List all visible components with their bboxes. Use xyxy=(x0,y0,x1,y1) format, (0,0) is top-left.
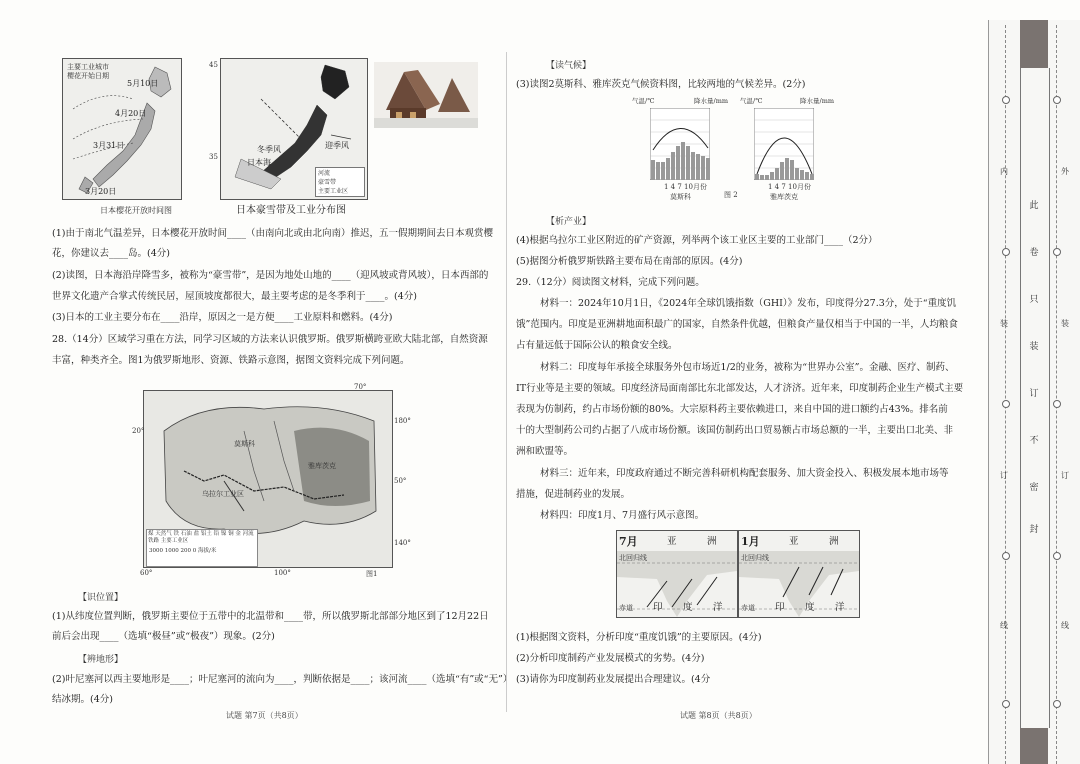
y-axis-label: 气温/℃ xyxy=(740,97,763,105)
legend-item: 盐 xyxy=(193,531,200,537)
legend-item: 河流 xyxy=(242,531,254,537)
material-3: 材料三：近年来，印度政府通过不断完善科研机构配套服务、加大资金投入、积极发展本地市场等 xyxy=(540,468,949,479)
material-4: 材料四：印度1月、7月盛行风示意图。 xyxy=(540,510,705,521)
lat-label: 50° xyxy=(394,477,407,485)
material-2-cont: 十的大型制药公司约占据了八成市场份额。该国仿制药出口贸易额占市场总额的一半，主要出口北美、非 xyxy=(516,425,954,436)
scale-values: 3000 1000 200 0 xyxy=(149,548,197,554)
climate-chart-moscow xyxy=(630,96,730,200)
question-1: (1)由于南北气温差异，日本樱花开放时间____（由南向北或由北向南）推迟，五一假期期间去日本观赏樱 xyxy=(52,228,493,239)
snow-belt-map xyxy=(209,58,368,200)
city-label: 莫斯科 xyxy=(234,440,255,448)
city-name: 莫斯科 xyxy=(670,193,691,201)
date-label: 3月31日 xyxy=(93,141,125,150)
legend-item: 河流 xyxy=(318,170,331,177)
binding-hole-icon xyxy=(1053,248,1061,256)
ocean-label: 度 xyxy=(683,602,693,613)
region-label: 亚 xyxy=(789,536,799,547)
x-axis-months: 1 4 7 10月份 xyxy=(768,183,811,191)
material-2-cont: IT行业等是主要的领域。印度经济局面南部比东北部发达，人才济济。近年来，印度制药企业生产模式主要 xyxy=(516,383,964,394)
question-5: (5)据图分析俄罗斯铁路主要布局在南部的原因。(4分) xyxy=(516,256,743,267)
binding-line xyxy=(1005,25,1006,764)
page-footer: 试题 第8页（共8页） xyxy=(680,711,757,720)
legend-item: 主要工业区 xyxy=(160,538,189,544)
binding-hole-icon xyxy=(1002,248,1010,256)
tropic-label: 北回归线 xyxy=(619,554,647,562)
legend-item: 主要工业城市 xyxy=(67,63,109,71)
question-28-cont: 丰富，种类齐全。图1为俄罗斯地形、资源、铁路示意图，据图文资料完成下列问题。 xyxy=(52,355,410,366)
binding-block-top xyxy=(1020,20,1048,68)
binding-mark: 外 xyxy=(1061,167,1069,176)
month-label: 7月 xyxy=(619,535,638,548)
map-label: 日本海 xyxy=(247,158,271,167)
question-28: 28.（14分）区域学习重在方法，同学习区域的方法来认识俄罗斯。俄罗斯横跨亚欧大陆北部，自然资源 xyxy=(52,334,488,345)
question-29: 29.（12分）阅读图文材料，完成下列问题。 xyxy=(516,277,705,288)
binding-hole-icon xyxy=(1053,96,1061,104)
question-3: (3)日本的工业主要分布在____沿岸，原因之一是方便____工业原料和燃料。(4分) xyxy=(52,312,393,323)
y-axis-label: 降水量/mm xyxy=(694,97,729,105)
binding-line xyxy=(1056,25,1057,764)
binding-char: 密 xyxy=(1029,483,1039,493)
region-label: 洲 xyxy=(829,536,839,547)
region-label: 亚 xyxy=(667,536,677,547)
date-label: 5月10日 xyxy=(127,79,159,88)
ocean-label: 印 xyxy=(775,602,785,613)
figure-number: 图1 xyxy=(366,570,378,578)
ocean-label: 印 xyxy=(653,602,663,613)
material-1-cont: 饿”范围内。印度是亚洲耕地面积最广的国家，自然条件优越，但粮食产量仅相当于中国的一半，人均粮食 xyxy=(516,319,958,330)
legend-item: 主要工业区 xyxy=(318,188,349,195)
binding-mark: 内 xyxy=(1000,167,1008,176)
binding-char: 不 xyxy=(1029,436,1039,446)
page-footer: 试题 第7页（共8页） xyxy=(226,711,303,720)
region-label: 乌拉尔工业区 xyxy=(202,490,244,498)
climate-chart-yakutsk xyxy=(740,96,840,200)
question-terrain-1: (2)叶尼塞河以西主要地形是____；叶尼塞河的流向为____，判断依据是____；该河流____（选填“有”或“无”） xyxy=(52,674,513,685)
question-1-cont: 花，你建议去____岛。(4分) xyxy=(52,248,170,259)
x-axis-months: 1 4 7 10月份 xyxy=(664,183,707,191)
binding-hole-icon xyxy=(1053,552,1061,560)
binding-char: 卷 xyxy=(1029,248,1039,258)
legend-item: 铅 xyxy=(213,531,220,537)
binding-hole-icon xyxy=(1002,552,1010,560)
binding-char: 封 xyxy=(1029,525,1039,535)
binding-mark: 装 xyxy=(1000,319,1008,328)
wind-map-january xyxy=(738,530,860,618)
ocean-label: 洋 xyxy=(713,602,723,613)
binding-mark: 线 xyxy=(1061,621,1069,630)
figure-caption: 日本豪雪带及工业分布图 xyxy=(236,205,346,216)
y-axis-label: 气温/℃ xyxy=(632,97,655,105)
map-label: 冬季风 xyxy=(257,145,281,154)
legend-item: 铝土 xyxy=(200,531,212,537)
binding-char: 装 xyxy=(1029,342,1039,352)
lon-label: 100° xyxy=(274,569,291,577)
binding-hole-icon xyxy=(1002,700,1010,708)
question-29-2: (2)分析印度制药产业发展模式的劣势。(4分) xyxy=(516,653,705,664)
legend-item: 铁 xyxy=(173,531,180,537)
section-heading: 【析产业】 xyxy=(546,217,592,227)
house-icon xyxy=(374,62,478,128)
figure-number: 图 2 xyxy=(724,191,738,199)
city-name: 雅库茨克 xyxy=(770,193,798,201)
month-label: 1月 xyxy=(741,535,760,548)
question-2-cont: 世界文化遗产合掌式传统民居，屋顶坡度都很大，最主要考虑的是冬季利于____。(4分) xyxy=(52,291,417,302)
sakura-bloom-map xyxy=(62,58,182,200)
question-3-right: (3)读图2莫斯科、雅库茨克气候资料图，比较两地的气候差异。(2分) xyxy=(516,79,806,90)
binding-char: 只 xyxy=(1029,295,1039,305)
legend-item: 豪雪带 xyxy=(318,179,337,186)
question-29-1: (1)根据图文资料，分析印度“重度饥饿”的主要原因。(4分) xyxy=(516,632,762,643)
section-heading: 【辨地形】 xyxy=(78,655,124,665)
equator-label: 赤道 xyxy=(619,604,633,612)
binding-mark: 装 xyxy=(1061,319,1069,328)
y-axis-label: 降水量/mm xyxy=(800,97,835,105)
city-label: 雅库茨克 xyxy=(308,462,336,470)
wind-map-july xyxy=(616,530,738,618)
material-3-cont: 措施，促进制药业的发展。 xyxy=(516,489,631,500)
material-2: 材料二：印度每年承接全球服务外包市场近1/2的业务，被称为“世界办公室”。金融、医疗、制药、 xyxy=(540,362,955,373)
lon-label: 180° xyxy=(394,417,411,425)
material-1: 材料一：2024年10月1日，《2024年全球饥饿指数（GHI）》发布，印度得分27.3分，处于“重度饥 xyxy=(540,298,957,309)
question-2: (2)读图，日本海沿岸降雪多，被称为“豪雪带”，是因为地处山地的____（迎风坡或背风坡），日本西部的 xyxy=(52,270,489,281)
tropic-label: 北回归线 xyxy=(741,554,769,562)
map-label: 迎季风 xyxy=(325,141,349,150)
binding-hole-icon xyxy=(1002,400,1010,408)
legend-item: 煤 xyxy=(148,531,154,537)
ocean-label: 洋 xyxy=(835,602,845,613)
lat-label: 20° xyxy=(132,427,145,435)
question-position-2: 前后会出现____（选填“极昼”或“极夜”）现象。(2分) xyxy=(52,631,275,642)
question-position-1: (1)从纬度位置判断，俄罗斯主要位于五带中的北温带和____带，所以俄罗斯北部部分地区到了12月22日 xyxy=(52,611,489,622)
climate-plot xyxy=(754,108,814,180)
section-heading: 【读气候】 xyxy=(546,61,592,71)
binding-mark: 订 xyxy=(1061,471,1069,480)
ocean-label: 度 xyxy=(805,602,815,613)
lat-tick: 35 xyxy=(209,153,218,161)
section-heading: 【识位置】 xyxy=(78,593,124,603)
question-4: (4)根据乌拉尔工业区附近的矿产资源，列举两个该工业区主要的工业部门____（2分） xyxy=(516,235,878,246)
gassho-house-photo xyxy=(374,62,478,128)
material-2-cont: 表现为仿制药，约占市场份额的80%。大宗原料药主要依赖进口，来自中国的进口额约占43%。排名前 xyxy=(516,404,948,415)
climate-plot xyxy=(650,108,710,180)
question-terrain-2: 结冰期。(4分) xyxy=(52,694,113,705)
lon-label: 70° xyxy=(354,383,367,391)
lon-label: 60° xyxy=(140,569,153,577)
binding-hole-icon xyxy=(1002,96,1010,104)
page-divider xyxy=(506,52,507,712)
equator-label: 赤道 xyxy=(741,604,755,612)
binding-char: 此 xyxy=(1029,201,1039,211)
binding-hole-icon xyxy=(1053,400,1061,408)
figure-caption: 日本樱花开放时间图 xyxy=(100,206,172,215)
legend-item: 天然气 xyxy=(155,531,172,537)
material-2-cont: 洲和欧盟等。 xyxy=(516,446,574,457)
legend-item: 金 xyxy=(235,531,241,537)
material-1-cont: 占有量远低于国际公认的粮食安全线。 xyxy=(516,340,678,351)
binding-mark: 订 xyxy=(1000,471,1008,480)
legend-item: 石油 xyxy=(180,531,192,537)
region-label: 洲 xyxy=(707,536,717,547)
legend-item: 铁路 xyxy=(148,538,160,544)
date-label: 4月20日 xyxy=(115,109,147,118)
lat-tick: 45 xyxy=(209,61,218,69)
binding-block-bottom xyxy=(1020,728,1048,764)
question-29-3: (3)请你为印度制药业发展提出合理建议。(4分 xyxy=(516,674,711,685)
binding-hole-icon xyxy=(1053,700,1061,708)
map-legend xyxy=(146,529,258,567)
scale-unit: 海拔/米 xyxy=(198,548,217,554)
binding-char: 订 xyxy=(1029,389,1039,399)
lon-label: 140° xyxy=(394,539,411,547)
russia-map xyxy=(132,383,411,578)
legend-item: 镍 xyxy=(220,531,227,537)
map-legend xyxy=(315,167,365,197)
binding-mark: 线 xyxy=(1000,621,1008,630)
legend-item: 樱花开始日期 xyxy=(67,72,109,80)
legend-item: 铜 xyxy=(228,531,234,537)
date-label: 3月20日 xyxy=(85,187,117,196)
